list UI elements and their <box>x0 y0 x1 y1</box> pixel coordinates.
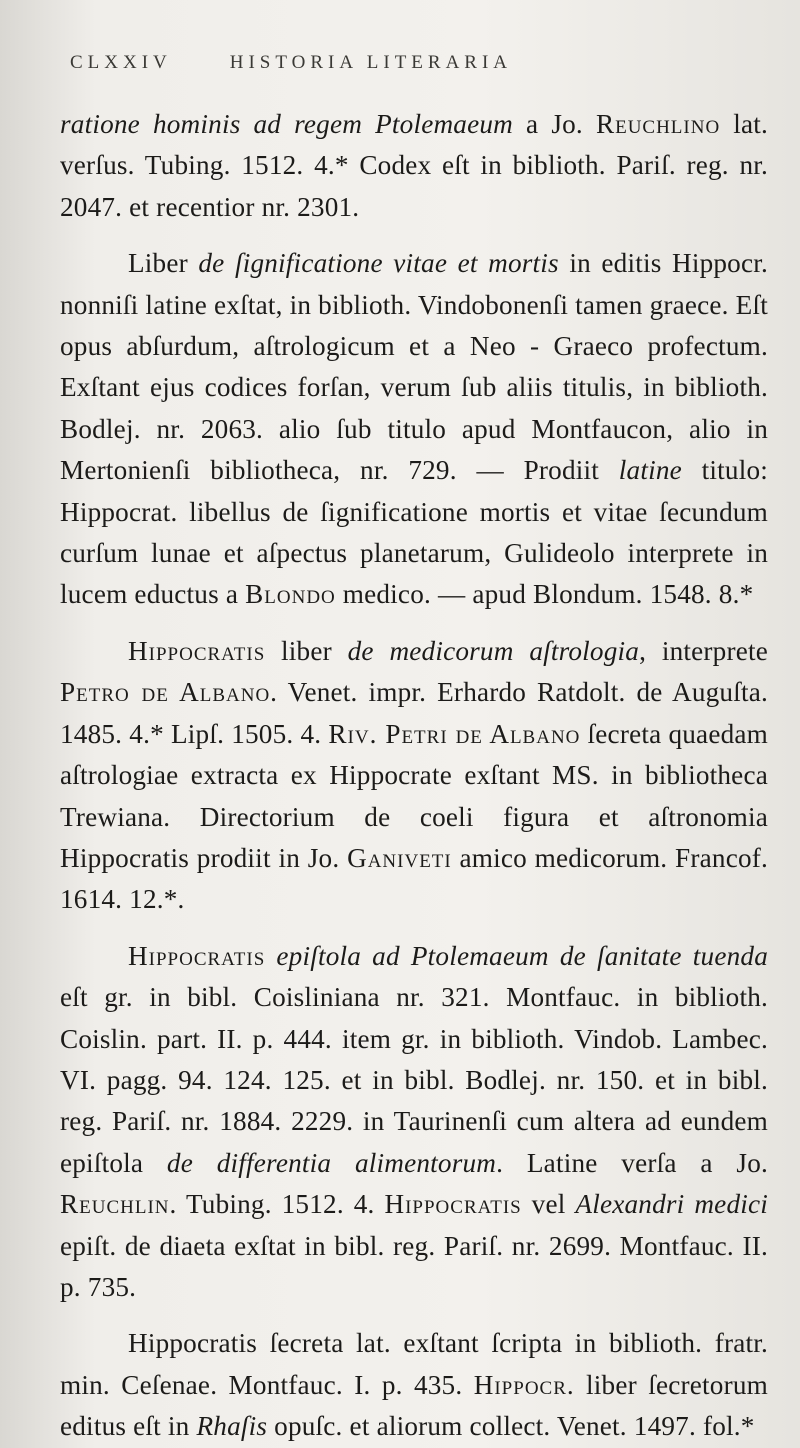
text-segment: liber <box>265 635 348 666</box>
text-segment: eſt gr. in bibl. Coisliniana nr. 321. Montfauc. in biblioth. Coislin. part. II. p. 444. item gr. in biblioth. Vindob. Lambec. VI. pagg. 94. 124. 125. et in bibl. Bodlej. nr. 150. et in bibl. reg. Pariſ. nr. 1884. 2229. in Taurinenſi cum altera ad eundem epiſtola <box>60 982 768 1178</box>
page-number: CLXXIV <box>70 52 172 73</box>
text-segment: . Tubing. 1512. 4. <box>169 1189 385 1220</box>
small-caps-text: Petro de Albano <box>60 677 271 708</box>
text-segment: , interprete <box>639 635 768 666</box>
small-caps-text: Reuchlin <box>60 1189 170 1220</box>
text-segment: in editis Hippocr. nonniſi latine exſtat, in biblioth. Vindobonenſi tamen graece. Eſt opus abſurdum, aſtrologicum et a Neo - Graeco profectum. Exſtant ejus codices forſan, verum ſub aliis titulis, in biblioth. Bodlej. nr. 2063. alio ſub titulo apud Montfaucon, alio in Mertonienſi bibliotheca, nr. 729. — Prodiit <box>60 248 768 486</box>
small-caps-text: Hippocratis <box>128 940 266 971</box>
text-segment: Hippocratis ſecreta lat. exſtant ſcripta in biblioth. fratr. min. Ceſenae. Montfauc. I. p. 435. <box>60 1328 768 1400</box>
italic-text: epiſtola ad Ptolemaeum de ſanitate tuenda <box>276 940 768 971</box>
text-segment: . Latine verſa a Jo. <box>496 1147 768 1178</box>
italic-text: de differentia alimentorum <box>166 1147 497 1178</box>
paragraph <box>60 936 768 1309</box>
text-segment: opuſc. et aliorum collect. Venet. 1497. fol.* <box>267 1411 755 1442</box>
small-caps-text: Hippocratis <box>128 635 266 666</box>
text-segment <box>265 941 276 971</box>
text-segment: Liber <box>128 248 199 279</box>
text-segment: titulo: Hippocrat. libellus de ſignificatione mortis et vitae ſecundum curſum lunae et aſpectus planetarum, Gulideolo interprete in lucem eductus a <box>60 455 768 610</box>
text-segment: a Jo. <box>513 109 596 139</box>
text-segment: liber ſecretorum editus eſt in <box>60 1369 768 1442</box>
text-segment: epiſt. de diaeta exſtat in bibl. reg. Pariſ. nr. 2699. Montfauc. II. p. 735. <box>60 1230 768 1302</box>
small-caps-text: Ganiveti <box>347 842 452 873</box>
italic-text: latine <box>618 455 682 486</box>
italic-text: Alexandri medici <box>575 1189 769 1220</box>
small-caps-text: Hippocratis <box>384 1189 522 1220</box>
italic-text: de ſignificatione vitae et mortis <box>198 248 559 279</box>
running-title: HISTORIA LITERARIA <box>229 52 513 73</box>
paragraph <box>60 104 768 228</box>
italic-text: ratione hominis ad regem Ptolemaeum <box>60 109 513 139</box>
italic-text: de medicorum aſtrologia <box>347 635 640 666</box>
running-head <box>70 52 740 74</box>
text-segment: amico medicorum. Francof. 1614. 12.*. <box>60 842 768 915</box>
paragraph <box>60 1323 768 1447</box>
text-segment: vel <box>521 1189 576 1220</box>
small-caps-text: Reuchlino <box>595 109 721 139</box>
paragraph <box>60 631 768 921</box>
small-caps-text: Blondo <box>245 579 336 610</box>
small-caps-text: Hippocr. <box>473 1369 575 1400</box>
text-segment: ſecreta quaedam aſtrologiae extracta ex Hippocrate exſtant MS. in bibliotheca Trewiana. Directorium de coeli figura et aſtronomia Hippocratis prodiit in Jo. <box>60 718 769 873</box>
page-body <box>60 104 768 1448</box>
paragraph <box>60 243 768 616</box>
text-segment: medico. — apud Blondum. 1548. 8.* <box>335 579 754 610</box>
italic-text: Rhaſis <box>196 1411 268 1442</box>
text-segment: . Venet. impr. Erhardo Ratdolt. de Auguſta. 1485. 4.* Lipſ. 1505. 4. <box>60 677 768 749</box>
small-caps-text: Riv. Petri de Albano <box>328 718 581 749</box>
text-segment: lat. verſus. Tubing. 1512. 4.* Codex eſt in biblioth. Pariſ. reg. nr. 2047. et recentior nr. 2301. <box>60 109 768 222</box>
